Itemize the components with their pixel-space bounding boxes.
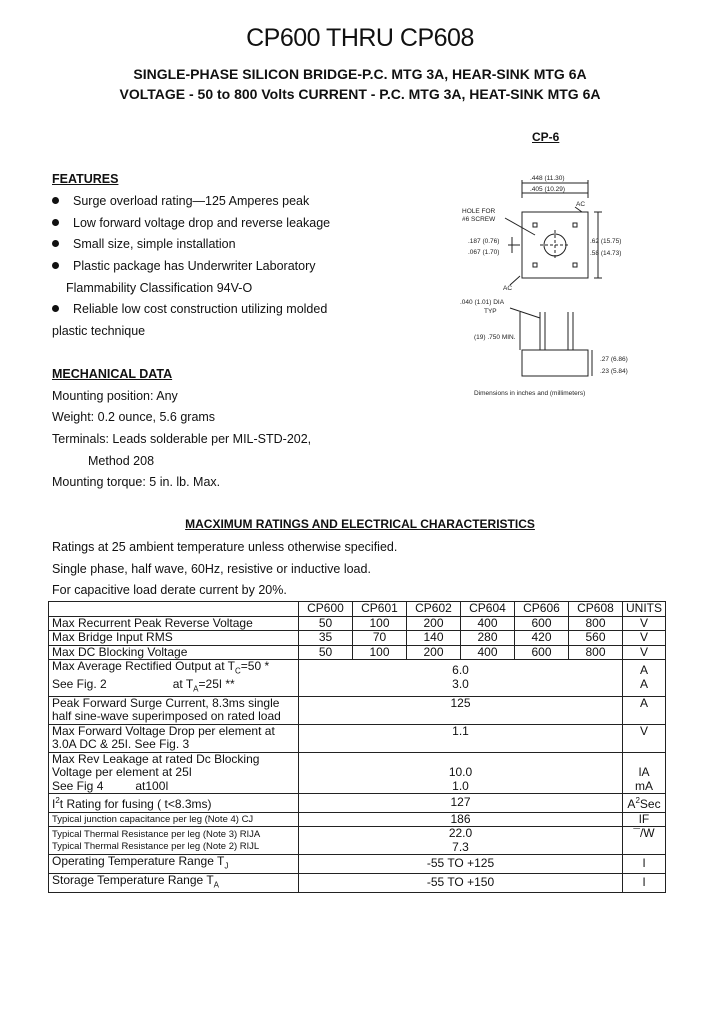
ratings-note: Single phase, half wave, 60Hz, resistive or inductive load. <box>52 562 371 576</box>
value-cell: 127 <box>299 794 623 813</box>
value-cell: 140 <box>407 631 461 646</box>
unit-cell: ǀA mA <box>623 752 666 794</box>
unit-cell: A <box>623 696 666 724</box>
unit-cell: ǀ <box>623 855 666 874</box>
dia-label-1: .040 (1.01) DIA <box>460 299 505 306</box>
bullet-icon <box>52 197 59 204</box>
value-cell: 200 <box>407 616 461 631</box>
hole-label-2: #6 SCREW <box>462 216 496 223</box>
param-cell: Operating Temperature Range $T_J$ <box>49 855 299 874</box>
feature-item: Low forward voltage drop and reverse leakage <box>52 216 330 230</box>
table-row <box>49 631 666 646</box>
value-cell: 400 <box>461 616 515 631</box>
mechanical-line: Terminals: Leads solderable per MIL-STD-202, <box>52 432 312 446</box>
table-header-cell: UNITS <box>623 602 666 617</box>
unit-cell: $A^2Sec$ <box>623 794 666 813</box>
table-header-cell: CP608 <box>569 602 623 617</box>
package-label: CP-6 <box>532 130 560 144</box>
height-label-1: .27 (6.86) <box>600 356 628 363</box>
value-cell: 10.0 1.0 <box>299 752 623 794</box>
ratings-heading: MACXIMUM RATINGS AND ELECTRICAL CHARACTERISTICS <box>185 517 535 531</box>
value-cell: 186 <box>299 812 623 827</box>
value-cell: 800 <box>569 616 623 631</box>
table-header-cell: CP602 <box>407 602 461 617</box>
height-label-2: .23 (5.84) <box>600 368 628 375</box>
param-cell: Max Rev Leakage at rated Dc Blocking Voltage per element at 25ǀ See Fig 4 at100ǀ <box>49 752 299 794</box>
unit-cell: V <box>623 616 666 631</box>
dim-right-2: .58 (14.73) <box>590 250 622 257</box>
param-cell: $I^2t$ Rating for fusing ( t<8.3ms) <box>49 794 299 813</box>
table-row <box>49 724 666 752</box>
value-cell: 22.0 7.3 <box>299 827 623 855</box>
table-header-cell: CP601 <box>353 602 407 617</box>
page-title: CP600 THRU CP608 <box>246 24 474 52</box>
table-row <box>49 855 666 874</box>
value-cell: 35 <box>299 631 353 646</box>
table-row <box>49 794 666 813</box>
value-cell: 800 <box>569 645 623 660</box>
table-header-row <box>49 602 666 617</box>
value-cell: -55 TO +125 <box>299 855 623 874</box>
feature-item: Reliable low cost construction utilizing molded <box>52 302 327 316</box>
param-cell: Max DC Blocking Voltage <box>49 645 299 660</box>
subtitle-line-2: VOLTAGE - 50 to 800 Volts CURRENT - P.C. MTG 3A, HEAT-SINK MTG 6A <box>119 86 601 102</box>
value-cell: 70 <box>353 631 407 646</box>
param-cell: Max Recurrent Peak Reverse Voltage <box>49 616 299 631</box>
mechanical-line: Mounting position: Any <box>52 389 178 403</box>
lead-length-label: (19) .750 MIN. <box>474 334 516 341</box>
unit-cell: ¯/W <box>623 827 666 855</box>
mechanical-line: Weight: 0.2 ounce, 5.6 grams <box>52 410 216 424</box>
subtitle-line-1: SINGLE-PHASE SILICON BRIDGE-P.C. MTG 3A, HEAR-SINK MTG 6A <box>133 66 587 82</box>
table-row <box>49 696 666 724</box>
table-header-cell: CP604 <box>461 602 515 617</box>
value-cell: 50 <box>299 645 353 660</box>
param-cell: Max Bridge Input RMS <box>49 631 299 646</box>
unit-cell: V <box>623 724 666 752</box>
features-heading: FEATURES <box>52 172 119 186</box>
param-cell: Max Forward Voltage Drop per element at 3.0A DC & 25ǀ. See Fig. 3 <box>49 724 299 752</box>
mechanical-heading: MECHANICAL DATA <box>52 367 173 381</box>
feature-item: Plastic package has Underwriter Laboratory <box>52 259 315 273</box>
package-dimension-diagram <box>440 168 640 400</box>
table-row <box>49 874 666 893</box>
table-header-cell <box>49 602 299 617</box>
dim-left-1: .187 (0.76) <box>468 238 500 245</box>
dim-width-outer: .448 (11.30) <box>530 175 565 182</box>
value-cell: 400 <box>461 645 515 660</box>
value-cell: 560 <box>569 631 623 646</box>
value-cell: 100 <box>353 645 407 660</box>
dim-width-inner: .405 (10.29) <box>530 186 566 193</box>
value-cell: -55 TO +150 <box>299 874 623 893</box>
table-header-cell: CP606 <box>515 602 569 617</box>
unit-cell: V <box>623 631 666 646</box>
feature-item: Small size, simple installation <box>52 237 236 251</box>
table-row <box>49 616 666 631</box>
mechanical-line: Mounting torque: 5 in. lb. Max. <box>52 475 221 489</box>
dim-right-1: .62 (15.75) <box>590 238 622 245</box>
ac-label-top: AC <box>576 201 586 208</box>
value-cell: 6.0 3.0 <box>299 660 623 697</box>
value-cell: 125 <box>299 696 623 724</box>
value-cell: 100 <box>353 616 407 631</box>
hole-label-1: HOLE FOR <box>462 208 496 215</box>
param-cell: Typical Thermal Resistance per leg (Note 3) RǀJA Typical Thermal Resistance per leg (Note 2) RǀJL <box>49 827 299 855</box>
value-cell: 50 <box>299 616 353 631</box>
table-row <box>49 645 666 660</box>
dia-label-2: TYP <box>484 308 497 315</box>
bullet-icon <box>52 262 59 269</box>
param-cell: Typical junction capacitance per leg (Note 4) CJ <box>49 812 299 827</box>
feature-item-continued: plastic technique <box>52 324 146 338</box>
bullet-icon <box>52 305 59 312</box>
table-row <box>49 812 666 827</box>
param-cell: Max Average Rectified Output at $T_C=50$ * See Fig. 2 at $T_A=25ǀ$ ** <box>49 660 299 697</box>
ratings-note: For capacitive load derate current by 20%. <box>52 583 287 597</box>
table-row <box>49 752 666 794</box>
bullet-icon <box>52 219 59 226</box>
ac-label-bottom: AC <box>503 285 513 292</box>
value-cell: 200 <box>407 645 461 660</box>
bullet-icon <box>52 240 59 247</box>
ratings-note: Ratings at 25 ambient temperature unless otherwise specified. <box>52 540 398 554</box>
value-cell: 420 <box>515 631 569 646</box>
param-cell: Storage Temperature Range $T_A$ <box>49 874 299 893</box>
value-cell: 600 <box>515 645 569 660</box>
table-row <box>49 660 666 697</box>
value-cell: 280 <box>461 631 515 646</box>
unit-cell: V <box>623 645 666 660</box>
dimension-note: Dimensions in inches and (millimeters) <box>474 390 586 397</box>
feature-item: Surge overload rating—125 Amperes peak <box>52 194 309 208</box>
dim-left-2: .067 (1.70) <box>468 249 500 256</box>
unit-cell: ǀF <box>623 812 666 827</box>
feature-item-continued: Flammability Classification 94V-O <box>66 281 253 295</box>
value-cell: 600 <box>515 616 569 631</box>
table-header-cell: CP600 <box>299 602 353 617</box>
param-cell: Peak Forward Surge Current, 8.3ms single half sine-wave superimposed on rated load <box>49 696 299 724</box>
unit-cell: ǀ <box>623 874 666 893</box>
value-cell: 1.1 <box>299 724 623 752</box>
specifications-table <box>48 601 666 893</box>
mechanical-line: Method 208 <box>88 454 155 468</box>
table-row <box>49 827 666 855</box>
unit-cell: A A <box>623 660 666 697</box>
